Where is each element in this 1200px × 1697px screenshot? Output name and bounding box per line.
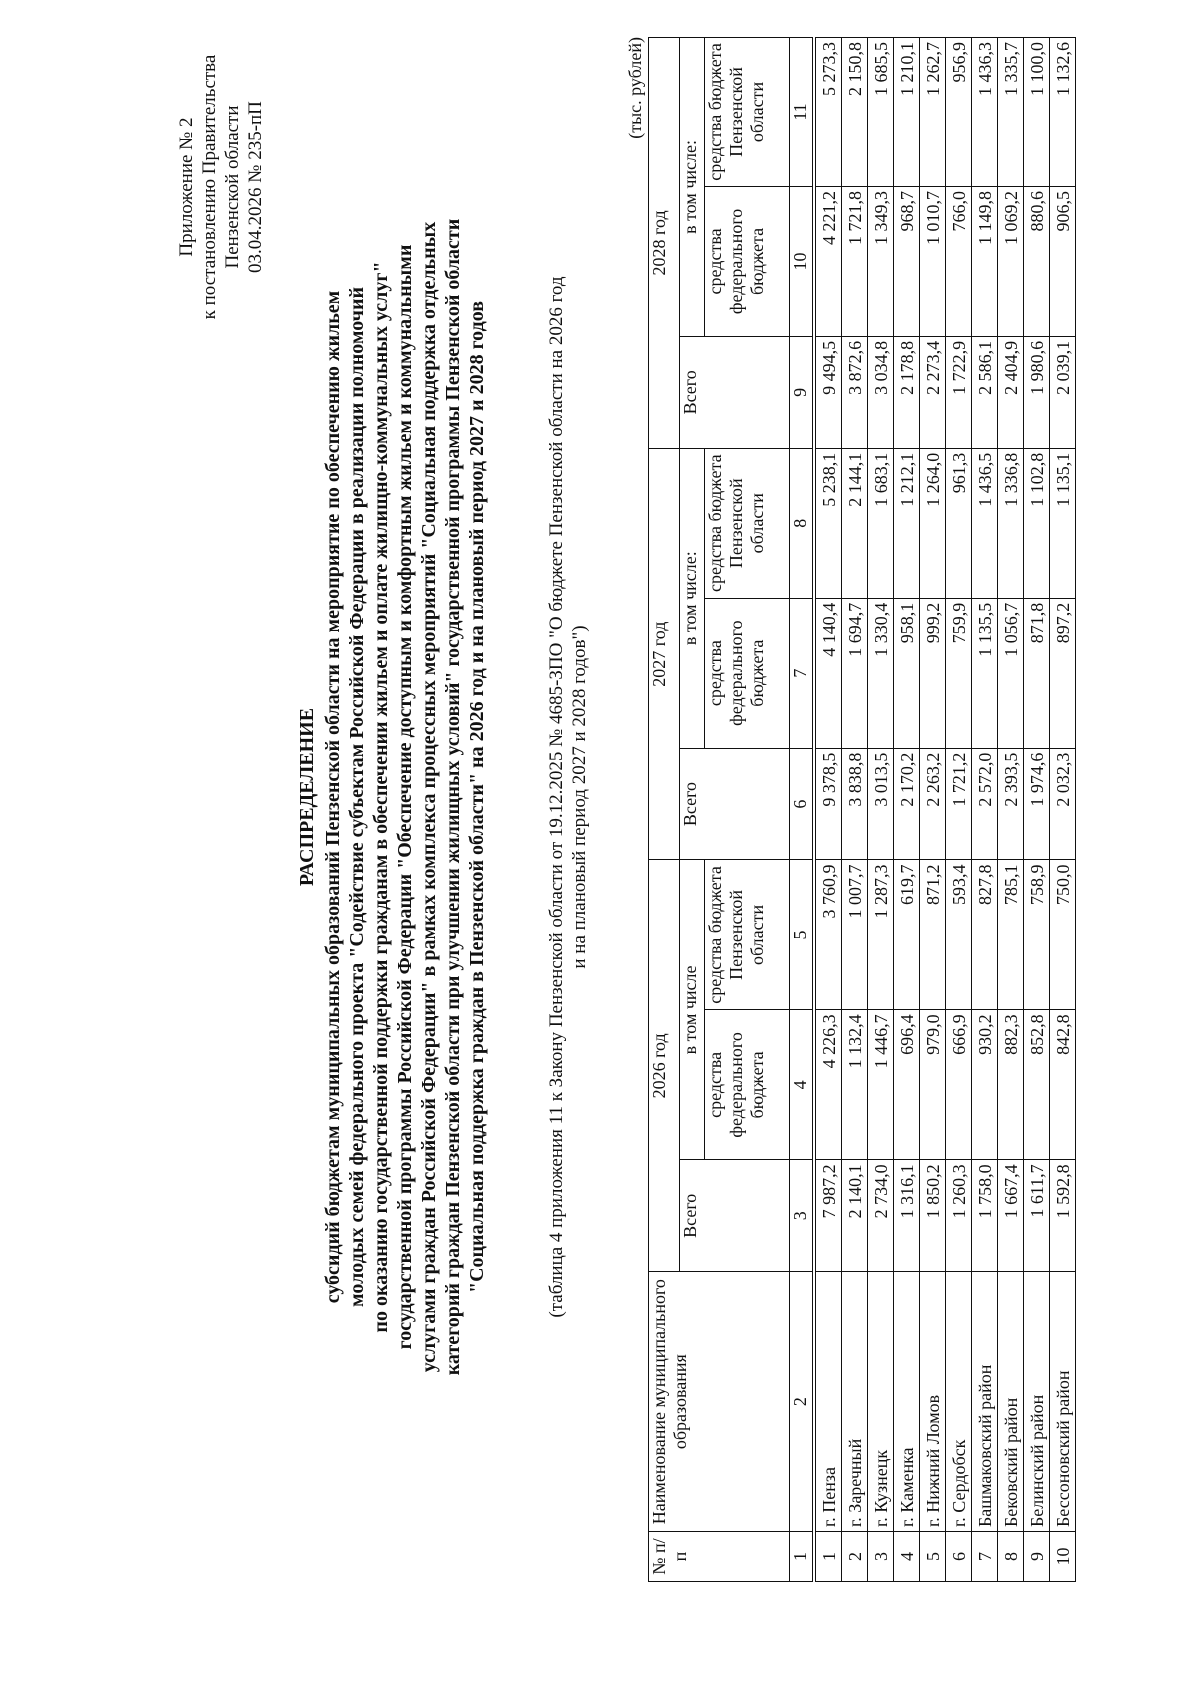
table-row bbox=[814, 38, 842, 1582]
regional-2028: 1 132,6 bbox=[1050, 38, 1076, 187]
approval-line: Пензенской области bbox=[222, 105, 243, 269]
approval-line: к постановлению Правительства bbox=[199, 54, 220, 320]
title-line: субсидий бюджетам муниципальных образований Пензенской области на мероприятие по обеспечению жильем bbox=[322, 290, 344, 1304]
municipality-name: Белинский район bbox=[1024, 1272, 1050, 1532]
federal-2027: 958,1 bbox=[894, 598, 920, 748]
federal-2026: 882,3 bbox=[998, 1010, 1024, 1160]
header-regional: средства бюджета Пензенской области bbox=[705, 38, 790, 187]
regional-2026: 1 287,3 bbox=[868, 860, 894, 1010]
total-2028: 9 494,5 bbox=[814, 336, 842, 448]
regional-2027: 1 264,0 bbox=[920, 448, 946, 598]
column-number: 8 bbox=[790, 448, 815, 598]
total-2026: 1 260,3 bbox=[946, 1160, 972, 1272]
table-body bbox=[814, 38, 1076, 1582]
federal-2026: 852,8 bbox=[1024, 1010, 1050, 1160]
row-number: 9 bbox=[1024, 1532, 1050, 1582]
total-2027: 2 572,0 bbox=[972, 748, 998, 860]
row-number: 10 bbox=[1050, 1532, 1076, 1582]
regional-2028: 1 335,7 bbox=[998, 38, 1024, 187]
table-row bbox=[920, 38, 946, 1582]
column-number: 7 bbox=[790, 598, 815, 748]
regional-2026: 593,4 bbox=[946, 860, 972, 1010]
total-2027: 2 032,3 bbox=[1050, 748, 1076, 860]
row-number: 7 bbox=[972, 1532, 998, 1582]
regional-2028: 1 436,3 bbox=[972, 38, 998, 187]
total-2027: 1 974,6 bbox=[1024, 748, 1050, 860]
total-2028: 2 178,8 bbox=[894, 336, 920, 448]
regional-2028: 956,9 bbox=[946, 38, 972, 187]
regional-2027: 2 144,1 bbox=[842, 448, 868, 598]
column-number: 6 bbox=[790, 748, 815, 860]
title-line: молодых семей федерального проекта "Содействие субъектам Российской Федерации в реализации полномочий bbox=[346, 286, 368, 1308]
total-2026: 7 987,2 bbox=[814, 1160, 842, 1272]
table-row bbox=[1024, 38, 1050, 1582]
total-2028: 1 722,9 bbox=[946, 336, 972, 448]
regional-2026: 750,0 bbox=[1050, 860, 1076, 1010]
municipality-name: г. Сердобск bbox=[946, 1272, 972, 1532]
municipality-name: г. Каменка bbox=[894, 1272, 920, 1532]
total-2027: 2 263,2 bbox=[920, 748, 946, 860]
table-row bbox=[894, 38, 920, 1582]
federal-2028: 1 149,8 bbox=[972, 186, 998, 336]
approval-block bbox=[175, 17, 267, 357]
row-number: 2 bbox=[842, 1532, 868, 1582]
regional-2026: 619,7 bbox=[894, 860, 920, 1010]
regional-2028: 5 273,3 bbox=[814, 38, 842, 187]
total-2028: 2 273,4 bbox=[920, 336, 946, 448]
total-2026: 1 667,4 bbox=[998, 1160, 1024, 1272]
title-line: категорий граждан Пензенской области при улучшении жилищных условий" государственной программы Пензенской области bbox=[442, 218, 464, 1376]
table-row bbox=[868, 38, 894, 1582]
regional-2027: 1 436,5 bbox=[972, 448, 998, 598]
distribution-table bbox=[648, 37, 1076, 1582]
header-regional: средства бюджета Пензенской области bbox=[705, 860, 790, 1010]
total-2026: 1 611,7 bbox=[1024, 1160, 1050, 1272]
regional-2027: 961,3 bbox=[946, 448, 972, 598]
header-regional: средства бюджета Пензенской области bbox=[705, 448, 790, 598]
title-line: услугами граждан Российской Федерации" в рамках комплекса процессных мероприятий "Социальная поддержка отдельных bbox=[418, 221, 440, 1373]
column-number: 3 bbox=[790, 1160, 815, 1272]
header-total: Всего bbox=[680, 336, 790, 448]
approval-line: 03.04.2026 № 235-пП bbox=[245, 101, 266, 273]
row-number: 5 bbox=[920, 1532, 946, 1582]
regional-2026: 3 760,9 bbox=[814, 860, 842, 1010]
federal-2028: 766,0 bbox=[946, 186, 972, 336]
header-including: в том числе bbox=[680, 860, 705, 1160]
total-2028: 2 586,1 bbox=[972, 336, 998, 448]
federal-2026: 979,0 bbox=[920, 1010, 946, 1160]
total-2027: 9 378,5 bbox=[814, 748, 842, 860]
column-number: 5 bbox=[790, 860, 815, 1010]
source-reference-line: (таблица 4 приложения 11 к Закону Пензенской области от 19.12.2025 № 4685-ЗПО "О бюджете Пензенской области на 2026 год bbox=[546, 276, 567, 1318]
header-year-2028: 2028 год bbox=[649, 38, 680, 449]
total-2026: 1 758,0 bbox=[972, 1160, 998, 1272]
total-2028: 2 404,9 bbox=[998, 336, 1024, 448]
regional-2026: 871,2 bbox=[920, 860, 946, 1010]
federal-2028: 880,6 bbox=[1024, 186, 1050, 336]
federal-2026: 696,4 bbox=[894, 1010, 920, 1160]
federal-2026: 666,9 bbox=[946, 1010, 972, 1160]
federal-2027: 871,8 bbox=[1024, 598, 1050, 748]
column-number: 1 bbox=[790, 1532, 815, 1582]
federal-2026: 842,8 bbox=[1050, 1010, 1076, 1160]
municipality-name: г. Нижний Ломов bbox=[920, 1272, 946, 1532]
table-row bbox=[998, 38, 1024, 1582]
column-number: 10 bbox=[790, 186, 815, 336]
column-number: 9 bbox=[790, 336, 815, 448]
federal-2028: 1 010,7 bbox=[920, 186, 946, 336]
total-2026: 1 850,2 bbox=[920, 1160, 946, 1272]
header-year-2027: 2027 год bbox=[649, 448, 680, 860]
municipality-name: Башмаковский район bbox=[972, 1272, 998, 1532]
federal-2026: 1 446,7 bbox=[868, 1010, 894, 1160]
total-2028: 2 039,1 bbox=[1050, 336, 1076, 448]
federal-2027: 1 135,5 bbox=[972, 598, 998, 748]
regional-2028: 1 262,7 bbox=[920, 38, 946, 187]
federal-2028: 1 349,3 bbox=[868, 186, 894, 336]
regional-2028: 2 150,8 bbox=[842, 38, 868, 187]
regional-2027: 1 683,1 bbox=[868, 448, 894, 598]
federal-2026: 930,2 bbox=[972, 1010, 998, 1160]
source-reference-line: и на плановый период 2027 и 2028 годов") bbox=[569, 625, 590, 969]
regional-2027: 1 135,1 bbox=[1050, 448, 1076, 598]
total-2026: 2 140,1 bbox=[842, 1160, 868, 1272]
total-2027: 3 838,8 bbox=[842, 748, 868, 860]
federal-2028: 1 721,8 bbox=[842, 186, 868, 336]
total-2026: 2 734,0 bbox=[868, 1160, 894, 1272]
federal-2027: 1 056,7 bbox=[998, 598, 1024, 748]
header-no: № п/п bbox=[649, 1532, 790, 1582]
header-including: в том числе: bbox=[680, 38, 705, 337]
total-2027: 2 170,2 bbox=[894, 748, 920, 860]
title-line: по оказанию государственной поддержки гражданам в обеспечении жильем и оплате жилищно-коммунальных услуг" bbox=[370, 261, 392, 1333]
total-2028: 3 034,8 bbox=[868, 336, 894, 448]
table-row bbox=[1050, 38, 1076, 1582]
municipality-name: Бековский район bbox=[998, 1272, 1024, 1532]
municipality-name: Бессоновский район bbox=[1050, 1272, 1076, 1532]
document-title bbox=[295, 137, 489, 1457]
regional-2027: 1 102,8 bbox=[1024, 448, 1050, 598]
title-line: "Социальная поддержка граждан в Пензенской области" на 2026 год и на плановый период 2027 и 2028 годов bbox=[466, 301, 488, 1294]
total-2027: 2 393,5 bbox=[998, 748, 1024, 860]
row-number: 8 bbox=[998, 1532, 1024, 1582]
table-row bbox=[842, 38, 868, 1582]
regional-2027: 1 336,8 bbox=[998, 448, 1024, 598]
municipality-name: г. Кузнецк bbox=[868, 1272, 894, 1532]
municipality-name: г. Заречный bbox=[842, 1272, 868, 1532]
row-number: 1 bbox=[814, 1532, 842, 1582]
source-reference bbox=[545, 137, 591, 1457]
total-2028: 1 980,6 bbox=[1024, 336, 1050, 448]
header-year-2026: 2026 год bbox=[649, 860, 680, 1272]
regional-2027: 5 238,1 bbox=[814, 448, 842, 598]
total-2027: 1 721,2 bbox=[946, 748, 972, 860]
header-federal: средства федерального бюджета bbox=[705, 186, 790, 336]
row-number: 3 bbox=[868, 1532, 894, 1582]
header-total: Всего bbox=[680, 748, 790, 860]
federal-2027: 1 330,4 bbox=[868, 598, 894, 748]
column-number: 11 bbox=[790, 38, 815, 187]
federal-2028: 4 221,2 bbox=[814, 186, 842, 336]
total-2026: 1 592,8 bbox=[1050, 1160, 1076, 1272]
total-2027: 3 013,5 bbox=[868, 748, 894, 860]
federal-2027: 4 140,4 bbox=[814, 598, 842, 748]
title-heading: РАСПРЕДЕЛЕНИЕ bbox=[296, 707, 318, 887]
header-including: в том числе: bbox=[680, 448, 705, 748]
federal-2028: 906,5 bbox=[1050, 186, 1076, 336]
regional-2026: 827,8 bbox=[972, 860, 998, 1010]
federal-2027: 897,2 bbox=[1050, 598, 1076, 748]
federal-2028: 1 069,2 bbox=[998, 186, 1024, 336]
regional-2026: 785,1 bbox=[998, 860, 1024, 1010]
municipality-name: г. Пенза bbox=[814, 1272, 842, 1532]
table-row bbox=[972, 38, 998, 1582]
units-label: (тыс. рублей) bbox=[625, 37, 645, 139]
row-number: 6 bbox=[946, 1532, 972, 1582]
column-number: 4 bbox=[790, 1010, 815, 1160]
federal-2027: 999,2 bbox=[920, 598, 946, 748]
title-line: государственной программы Российской Федерации "Обеспечение доступным и комфортным жильем и коммунальными bbox=[394, 244, 416, 1350]
regional-2027: 1 212,1 bbox=[894, 448, 920, 598]
total-2028: 3 872,6 bbox=[842, 336, 868, 448]
regional-2028: 1 100,0 bbox=[1024, 38, 1050, 187]
regional-2026: 758,9 bbox=[1024, 860, 1050, 1010]
regional-2028: 1 685,5 bbox=[868, 38, 894, 187]
header-total: Всего bbox=[680, 1160, 790, 1272]
table-row bbox=[946, 38, 972, 1582]
column-number: 2 bbox=[790, 1272, 815, 1532]
total-2026: 1 316,1 bbox=[894, 1160, 920, 1272]
federal-2028: 968,7 bbox=[894, 186, 920, 336]
header-name: Наименование муниципального образования bbox=[649, 1272, 790, 1532]
regional-2026: 1 007,7 bbox=[842, 860, 868, 1010]
header-federal: средства федерального бюджета bbox=[705, 1010, 790, 1160]
federal-2026: 1 132,4 bbox=[842, 1010, 868, 1160]
row-number: 4 bbox=[894, 1532, 920, 1582]
approval-line: Приложение № 2 bbox=[176, 117, 197, 257]
federal-2027: 759,9 bbox=[946, 598, 972, 748]
regional-2028: 1 210,1 bbox=[894, 38, 920, 187]
federal-2027: 1 694,7 bbox=[842, 598, 868, 748]
federal-2026: 4 226,3 bbox=[814, 1010, 842, 1160]
header-federal: средства федерального бюджета bbox=[705, 598, 790, 748]
column-number-row bbox=[790, 38, 815, 1582]
